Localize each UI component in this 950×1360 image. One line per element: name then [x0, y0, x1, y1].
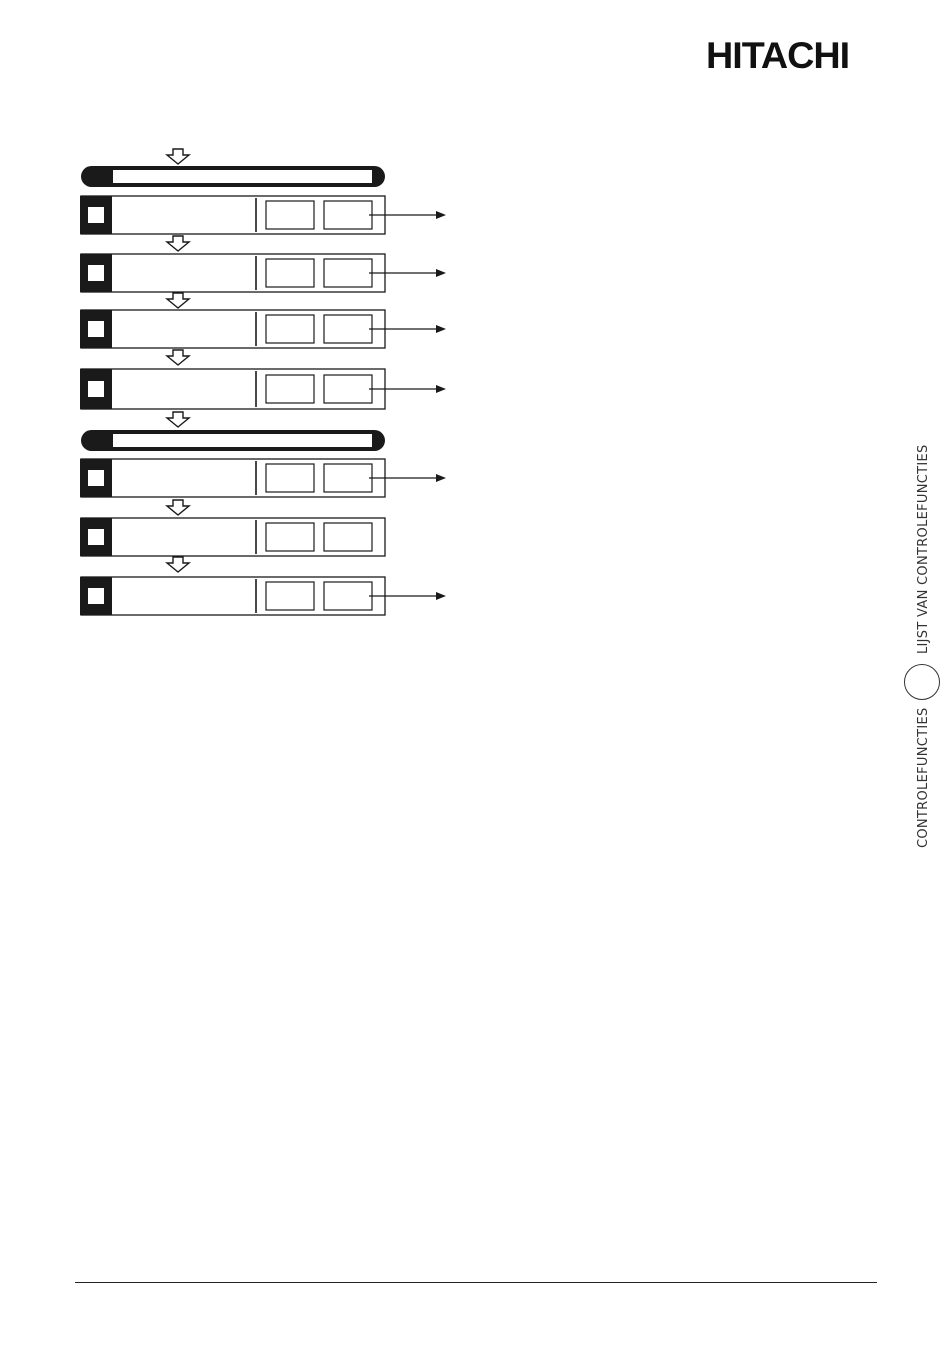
section-bar-field — [113, 434, 372, 447]
row-digit-box — [266, 201, 314, 229]
sidebar-label-list: LIJST VAN CONTROLEFUNCTIES — [916, 444, 931, 654]
hitachi-logo: HITACHI — [706, 35, 850, 76]
row-digit-box — [324, 315, 372, 343]
row-digit-box — [266, 523, 314, 551]
row-digit-box — [266, 259, 314, 287]
row-digit-box — [324, 375, 372, 403]
right-arrow-icon — [436, 269, 446, 277]
right-arrow-icon — [436, 211, 446, 219]
row-indicator-square — [88, 470, 104, 486]
flow-down-arrow-icon — [167, 412, 189, 427]
row-digit-box — [324, 259, 372, 287]
row-indicator-square — [88, 529, 104, 545]
row-digit-box — [266, 582, 314, 610]
row-digit-box — [266, 464, 314, 492]
flow-down-arrow-icon — [167, 500, 189, 515]
flow-down-arrow-icon — [167, 236, 189, 251]
section-bar-field — [113, 170, 372, 183]
row-digit-box — [266, 375, 314, 403]
row-indicator-square — [88, 588, 104, 604]
flow-down-arrow-icon — [167, 149, 189, 164]
row-indicator-square — [88, 207, 104, 223]
sidebar-label-functions: CONTROLEFUNCTIES — [916, 707, 931, 848]
row-indicator-square — [88, 265, 104, 281]
row-indicator-square — [88, 381, 104, 397]
right-arrow-icon — [436, 385, 446, 393]
right-arrow-icon — [436, 474, 446, 482]
footer-rule — [75, 1282, 877, 1283]
row-digit-box — [266, 315, 314, 343]
flow-down-arrow-icon — [167, 350, 189, 365]
flow-down-arrow-icon — [167, 557, 189, 572]
sidebar-circle — [904, 664, 940, 700]
row-digit-box — [324, 201, 372, 229]
flow-down-arrow-icon — [167, 293, 189, 308]
row-digit-box — [324, 523, 372, 551]
right-arrow-icon — [436, 325, 446, 333]
row-digit-box — [324, 582, 372, 610]
row-indicator-square — [88, 321, 104, 337]
row-digit-box — [324, 464, 372, 492]
right-arrow-icon — [436, 592, 446, 600]
